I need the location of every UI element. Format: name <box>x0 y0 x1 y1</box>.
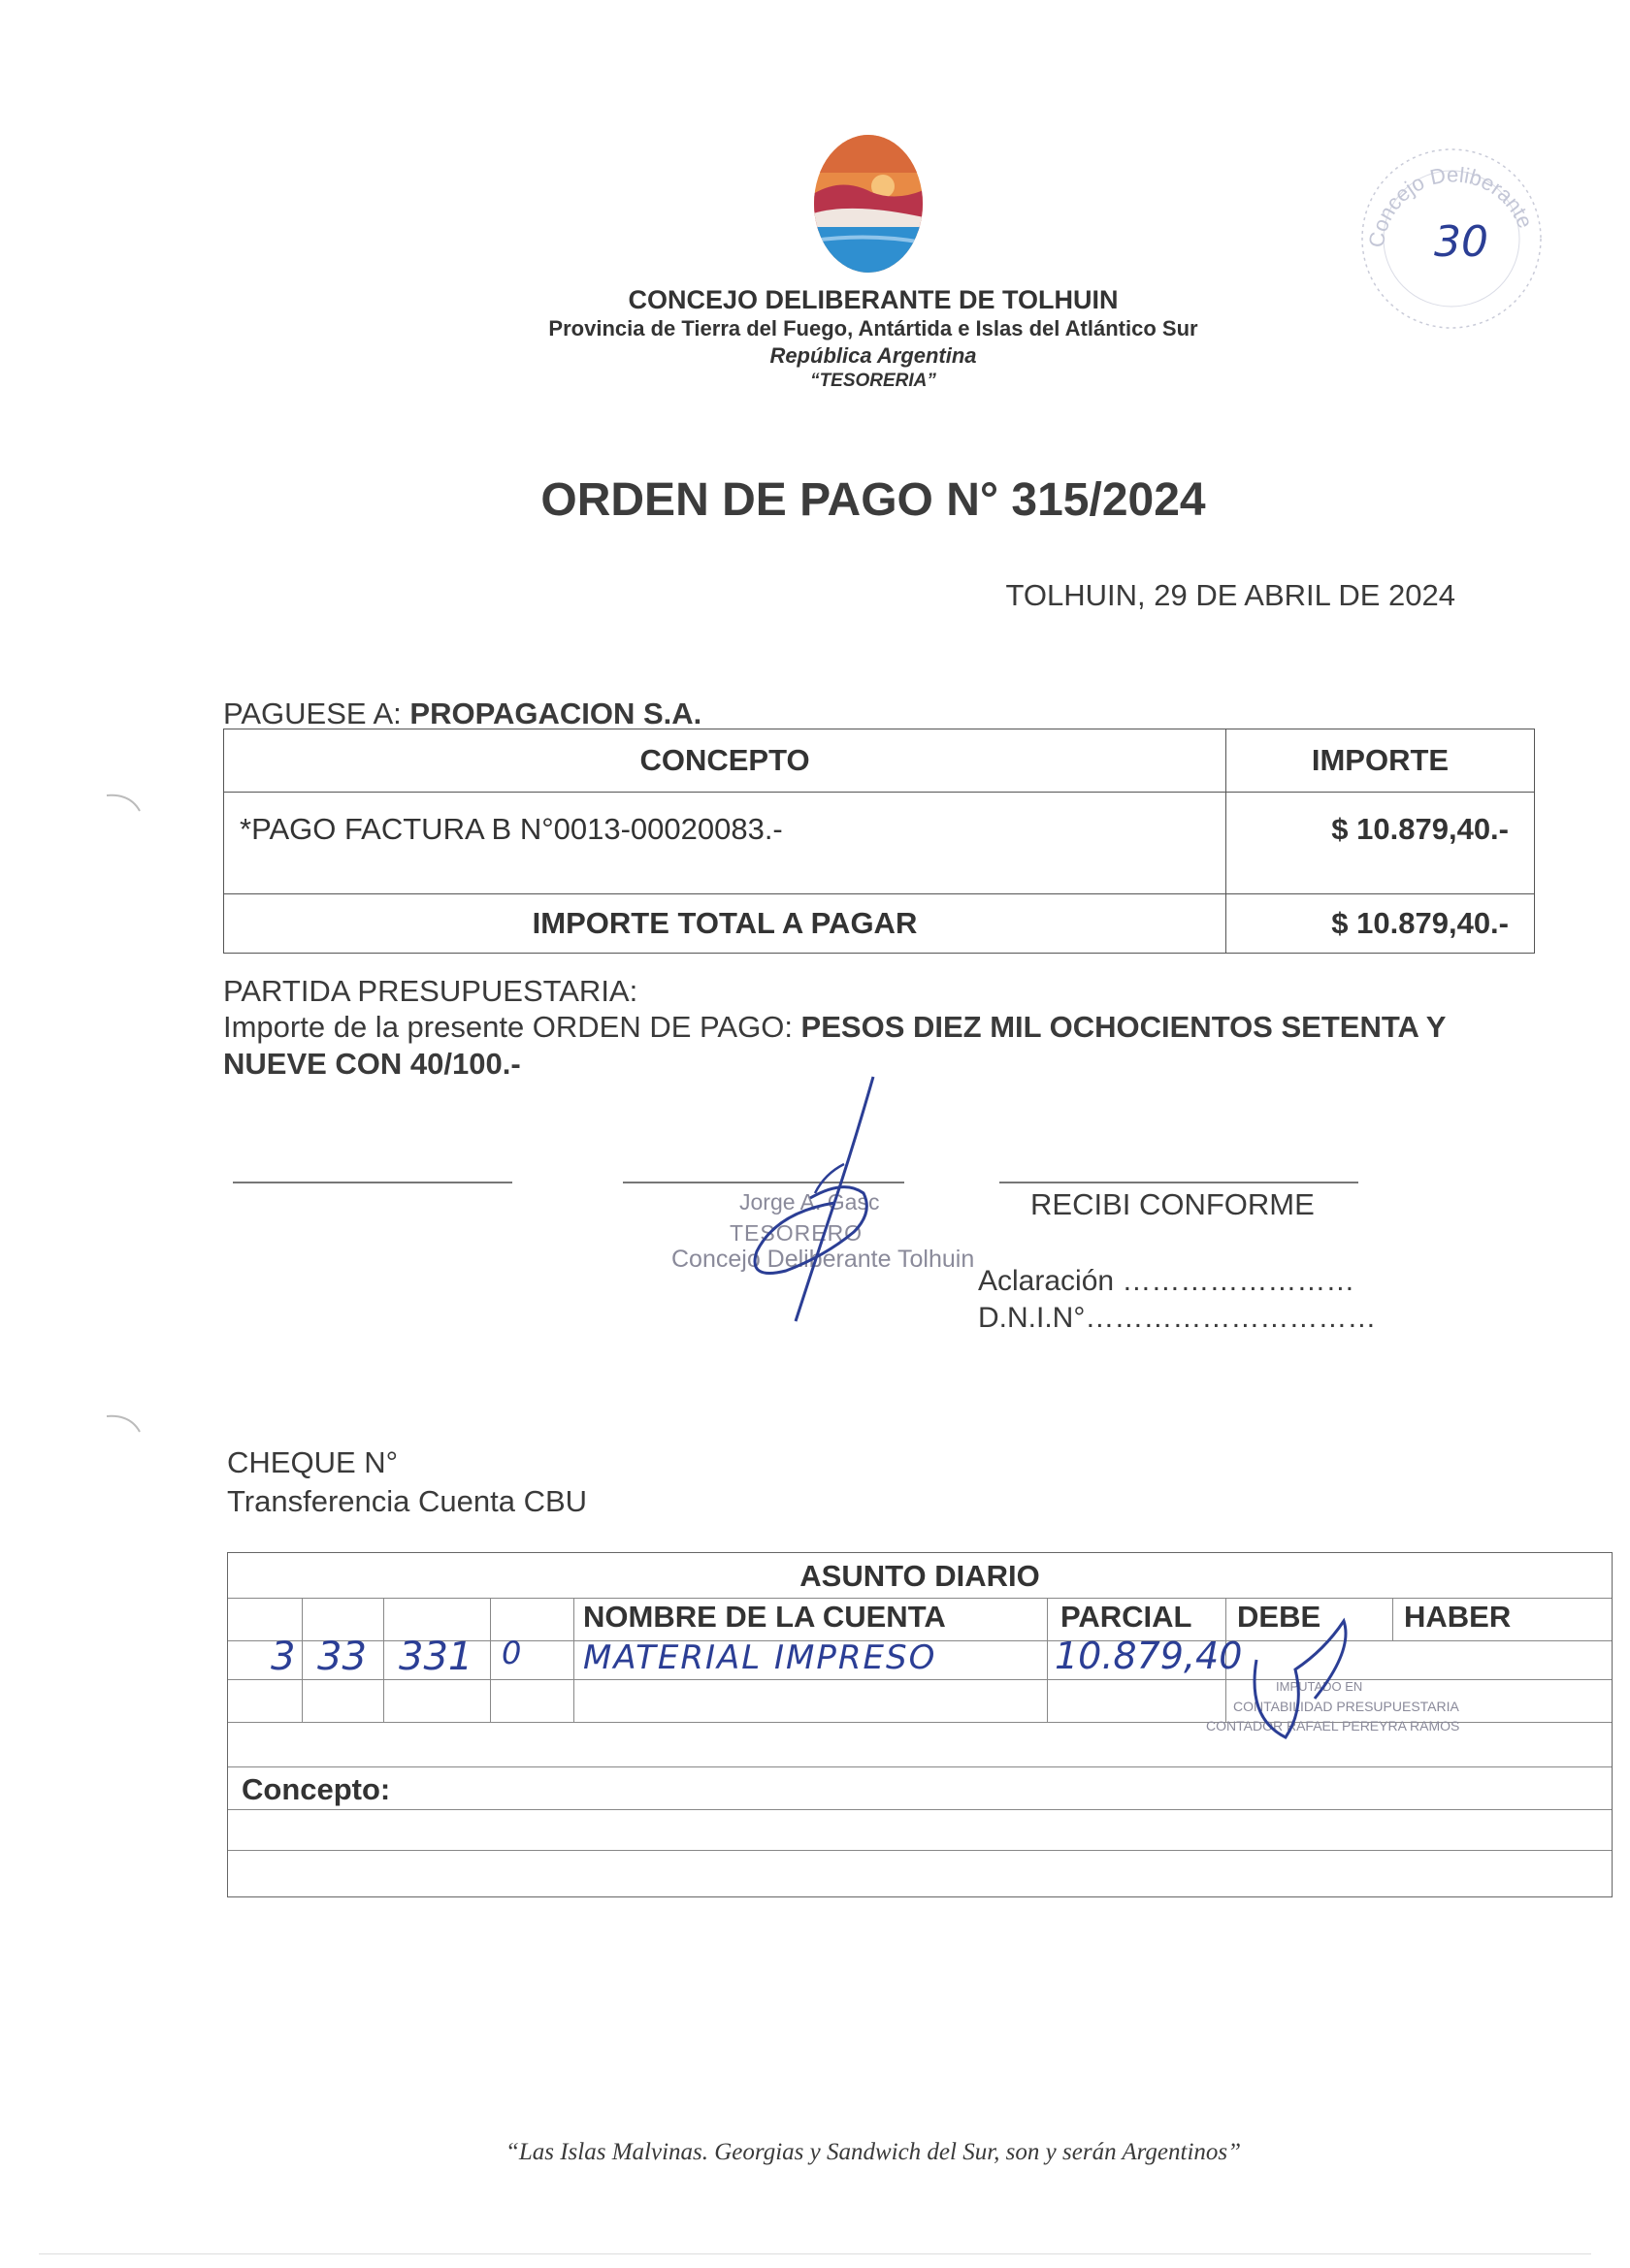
asunto-title: ASUNTO DIARIO <box>799 1559 1040 1593</box>
stamp-role: TESORERO <box>730 1220 864 1246</box>
concepto-label: Concepto: <box>242 1772 391 1806</box>
initials-signature-icon <box>1237 1592 1363 1757</box>
payee-name: PROPAGACION S.A. <box>409 697 702 730</box>
asunto-diario-table <box>227 1552 1613 1897</box>
imputado-stamp-3: CONTADOR RAFAEL PEREYRA RAMOS <box>1206 1718 1460 1733</box>
transferencia-label: Transferencia Cuenta CBU <box>227 1484 588 1518</box>
debe-header: DEBE <box>1237 1600 1321 1634</box>
importe-prefix: Importe de la presente ORDEN DE PAGO: <box>223 1010 801 1044</box>
item-concept: *PAGO FACTURA B N°0013-00020083.- <box>224 793 1226 894</box>
hand-account: MATERIAL IMPRESO <box>583 1638 937 1677</box>
hand-code: 0 <box>502 1635 522 1671</box>
recibi-conforme: RECIBI CONFORME <box>1030 1187 1315 1221</box>
stamp-org: Concejo Deliberante Tolhuin <box>671 1246 975 1273</box>
punch-mark-icon <box>105 1412 144 1438</box>
department-line: “TESORERIA” <box>810 371 936 391</box>
org-name: CONCEJO DELIBERANTE DE TOLHUIN <box>628 285 1119 314</box>
haber-header: HABER <box>1404 1600 1512 1634</box>
payee-label: PAGUESE A: <box>223 697 410 730</box>
hand-code: 331 <box>399 1635 473 1679</box>
payee-line <box>223 697 701 731</box>
punch-mark-icon <box>105 792 144 817</box>
hand-code: 33 <box>317 1635 367 1679</box>
cheque-label: CHEQUE N° <box>227 1445 399 1479</box>
page-bottom-rule <box>39 2253 1591 2254</box>
table-row <box>224 894 1535 954</box>
concept-header: CONCEPTO <box>224 729 1226 793</box>
signature-line <box>233 1182 512 1183</box>
concejo-logo-icon <box>813 134 924 274</box>
dni-field: D.N.I.N°………………………… <box>978 1302 1377 1334</box>
corner-stamp-text: Concejo Deliberante <box>1363 162 1538 249</box>
republic-line: República Argentina <box>769 343 977 368</box>
partida-label: PARTIDA PRESUPUESTARIA: <box>223 974 638 1008</box>
table-row <box>224 793 1535 894</box>
concept-table <box>223 729 1535 954</box>
imputado-stamp-2: CONTABILIDAD PRESUPUESTARIA <box>1233 1699 1459 1714</box>
signature-line <box>999 1182 1358 1183</box>
total-amount: $ 10.879,40.- <box>1226 894 1535 954</box>
stamp-name: Jorge A. Gasc <box>739 1189 880 1215</box>
imputado-stamp-1: IMPUTADO EN <box>1276 1679 1363 1694</box>
province-line: Provincia de Tierra del Fuego, Antártida e Islas del Atlántico Sur <box>548 316 1198 340</box>
hand-code: 3 <box>271 1635 296 1679</box>
folio-number: 30 <box>1434 217 1488 267</box>
concejo-stamp-icon <box>1354 142 1548 336</box>
date-line: TOLHUIN, 29 DE ABRIL DE 2024 <box>1005 578 1455 612</box>
footer-quote: “Las Islas Malvinas. Georgias y Sandwich del Sur, son y serán Argentinos” <box>505 2139 1242 2165</box>
parcial-header: PARCIAL <box>1060 1600 1192 1634</box>
total-label: IMPORTE TOTAL A PAGAR <box>224 894 1226 954</box>
document-title: ORDEN DE PAGO N° 315/2024 <box>540 474 1206 526</box>
handwritten-signature-icon <box>718 1067 931 1339</box>
aclaracion-field: Aclaración …………………… <box>978 1265 1355 1297</box>
importe-words: PESOS DIEZ MIL OCHOCIENTOS SETENTA Y NUEVE CON 40/100.- <box>223 1010 1446 1081</box>
item-amount: $ 10.879,40.- <box>1226 793 1535 894</box>
hand-parcial: 10.879,40 <box>1055 1635 1243 1677</box>
nombre-cuenta-header: NOMBRE DE LA CUENTA <box>583 1600 946 1634</box>
amount-header: IMPORTE <box>1226 729 1535 793</box>
